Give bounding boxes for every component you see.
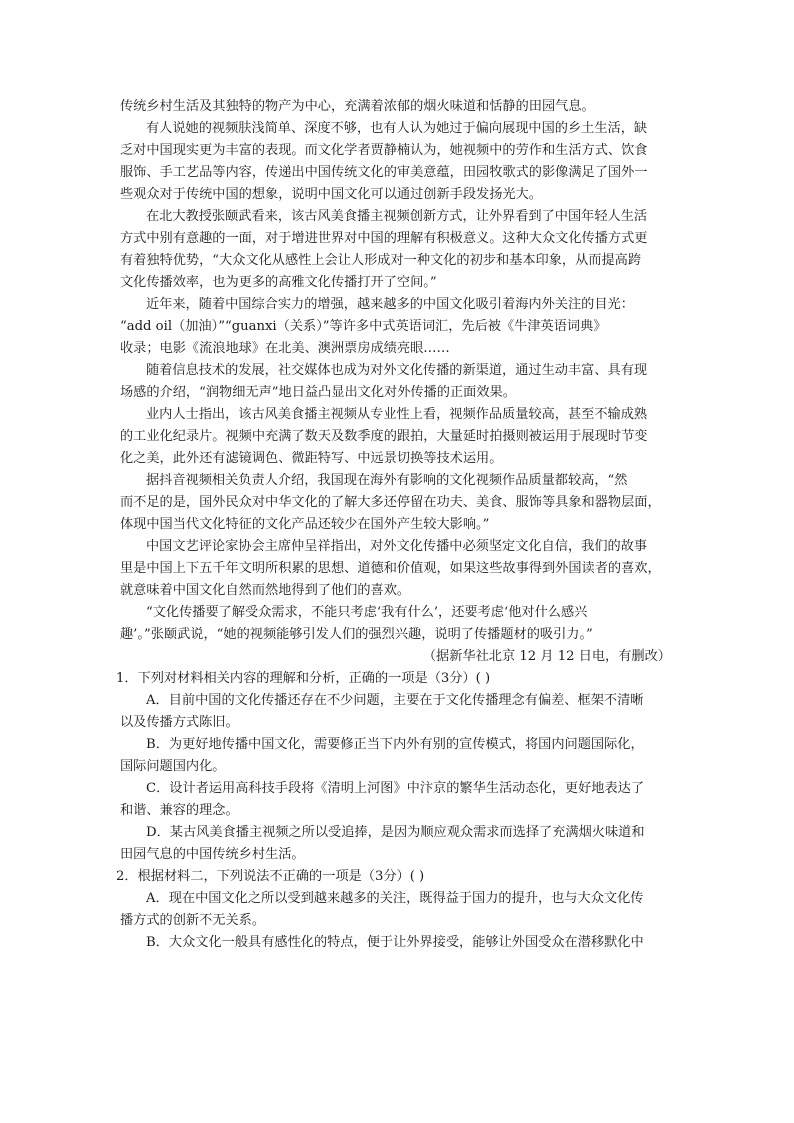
option-a-cont: 以及传播方式陈旧。 (120, 715, 239, 730)
option-a: A．目前中国的文化传播还存在不少问题，主要在于文化传播理念有偏差、框架不清晰 (146, 693, 644, 708)
paragraph-line: 近年来，随着中国综合实力的增强，越来越多的中国文化吸引着海内外关注的目光： (146, 297, 634, 312)
paragraph-line: 随着信息技术的发展，社交媒体也成为对外文化传播的新渠道，通过生动丰富、具有现 (146, 363, 648, 378)
question-2: 2．根据材料二，下列说法不正确的一项是（3分）( ) (116, 869, 425, 884)
text-line: 趣’。”张颐武说，“她的视频能够引发人们的强烈兴趣，说明了传播题材的吸引力。” (120, 627, 593, 642)
paragraph-line: 在北大教授张颐武看来，该古风美食播主视频创新方式，让外界看到了中国年轻人生活 (146, 209, 648, 224)
option-c-cont: 和谐、兼容的理念。 (120, 803, 239, 818)
text-line: 而不足的是，国外民众对中华文化的了解大多还停留在功夫、美食、服饰等具象和器物层面， (120, 495, 661, 510)
text-line: 场感的介绍，“润物细无声”地日益凸显出文化对外传播的正面效果。 (120, 385, 516, 400)
text-line: 文化传播效率，也为更多的高雅文化传播打开了空间。” (120, 275, 437, 290)
text-line: 化之美，此外还有滤镜调色、微距特写、中远景切换等技术运用。 (120, 451, 503, 466)
option-b: B．为更好地传播中国文化，需要修正当下内外有别的宣传模式，将国内问题国际化， (146, 737, 644, 752)
text-line: 的工业化纪录片。视频中充满了数天及数季度的跟拍，大量延时拍摄则被运用于展现时节变 (120, 429, 648, 444)
option-c: C．设计者运用高科技手段将《清明上河图》中汴京的繁华生活动态化，更好地表达了 (146, 781, 645, 796)
text-line: 乏对中国现实更为丰富的表现。而文化学者贾静楠认为，她视频中的劳作和生活方式、饮食 (120, 143, 648, 158)
source-citation: （据新华社北京 12 月 12 日电，有删改） (422, 649, 671, 664)
text-line: 里是中国上下五千年文明所积累的思想、道德和价值观，如果这些故事得到外国读者的喜欢， (120, 561, 661, 576)
text-line: “add oil（加油）”“guanxi（关系）”等许多中式英语词汇，先后被《牛津英语词典》 (120, 319, 607, 334)
paragraph-line: 中国文艺评论家协会主席仲呈祥指出，对外文化传播中必须坚定文化自信，我们的故事 (146, 539, 648, 554)
question-1: 1．下列对材料相关内容的理解和分析，正确的一项是（3分）( ) (116, 671, 491, 686)
option-b-cont: 国际问题国内化。 (120, 759, 226, 774)
text-line: 就意味着中国文化自然而然地得到了他们的喜欢。 (120, 583, 411, 598)
option-b: B．大众文化一般具有感性化的特点，便于让外界接受，能够让外国受众在潜移默化中 (146, 935, 644, 950)
text-line: 传统乡村生活及其独特的物产为中心，充满着浓郁的烟火味道和恬静的田园气息。 (120, 99, 595, 114)
paragraph-line: 据抖音视频相关负责人介绍，我国现在海外有影响的文化视频作品质量都较高，“然 (146, 473, 628, 488)
text-line: 服饰、手工艺品等内容，传递出中国传统文化的审美意蕴，田园牧歌式的影像满足了国外一 (120, 165, 648, 180)
text-line: 收录；电影《流浪地球》在北美、澳洲票房成绩亮眼…… (120, 341, 450, 356)
paragraph-line: “文化传播要了解受众需求，不能只考虑‘我有什么’，还要考虑‘他对什么感兴 (146, 605, 588, 620)
text-line: 有着独特优势，“大众文化从感性上会让人形成对一种文化的初步和基本印象，从而提高跨 (120, 253, 642, 268)
document-body (116, 96, 675, 954)
text-line: 方式中别有意趣的一面，对于增进世界对中国的理解有积极意义。这种大众文化传播方式更 (120, 231, 648, 246)
option-d: D．某古风美食播主视频之所以受追捧，是因为顺应观众需求而选择了充满烟火味道和 (146, 825, 645, 840)
text-line: 体现中国当代文化特征的文化产品还较少在国外产生较大影响。” (120, 517, 490, 532)
option-a-cont: 播方式的创新不无关系。 (120, 913, 266, 928)
text-line: 些观众对于传统中国的想象，说明中国文化可以通过创新手段发扬光大。 (120, 187, 542, 202)
option-a: A．现在中国文化之所以受到越来越多的关注，既得益于国力的提升，也与大众文化传 (146, 891, 644, 906)
paragraph-line: 有人说她的视频肤浅简单、深度不够，也有人认为她过于偏向展现中国的乡土生活，缺 (146, 121, 648, 136)
option-d-cont: 田园气息的中国传统乡村生活。 (120, 847, 305, 862)
paragraph-line: 业内人士指出，该古风美食播主视频从专业性上看，视频作品质量较高，甚至不输成熟 (146, 407, 648, 422)
